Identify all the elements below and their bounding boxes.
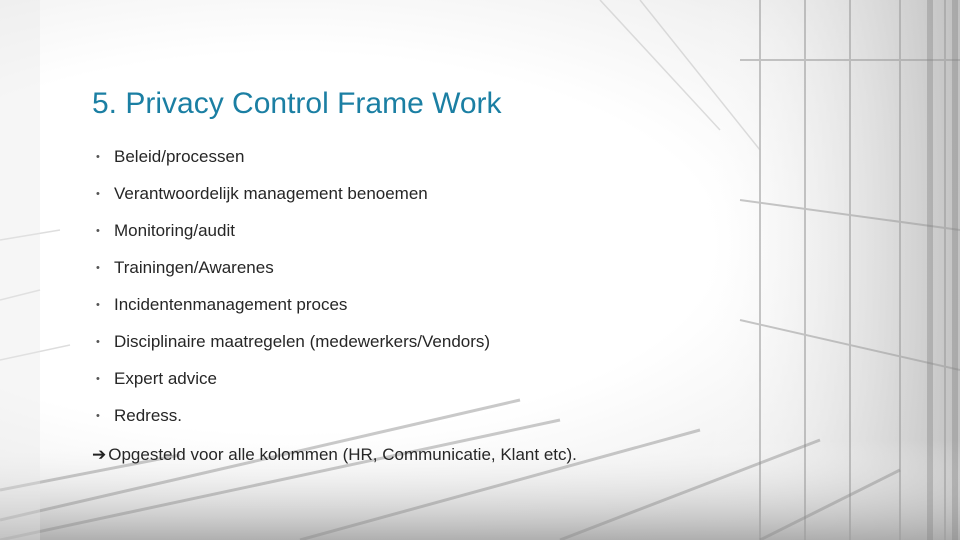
bullet-item (96, 255, 490, 292)
bullet-text: Incidentenmanagement proces (114, 295, 348, 314)
conclusion-text: Opgesteld voor alle kolommen (HR, Communicatie, Klant etc). (108, 445, 577, 464)
bullet-text: Beleid/processen (114, 147, 245, 166)
bullet-item (96, 403, 490, 440)
bullet-item (96, 329, 490, 366)
bullet-text: Redress. (114, 406, 183, 425)
bullet-text: Expert advice (114, 369, 217, 388)
bullet-item (96, 292, 490, 329)
bullet-text: Disciplinaire maatregelen (medewerkers/Vendors) (114, 332, 491, 351)
bullet-item (96, 144, 490, 181)
bullet-item (96, 181, 490, 218)
slide-title: 5. Privacy Control Frame Work (92, 87, 502, 120)
conclusion-line (92, 442, 577, 468)
bullet-icon: • (96, 188, 100, 200)
bullet-item (96, 366, 490, 403)
bullet-icon: • (96, 336, 100, 348)
bullet-icon: • (96, 410, 100, 422)
bullet-icon: • (96, 151, 100, 163)
bullet-text: Verantwoordelijk management benoemen (114, 184, 428, 203)
bullet-icon: • (96, 225, 100, 237)
bullet-text: Trainingen/Awarenes (114, 258, 274, 277)
bullet-icon: • (96, 373, 100, 385)
bullet-list (96, 144, 490, 440)
arrow-right-icon: ➔ (92, 445, 107, 464)
bullet-text: Monitoring/audit (114, 221, 235, 240)
bullet-icon: • (96, 299, 100, 311)
bullet-item (96, 218, 490, 255)
bullet-icon: • (96, 262, 100, 274)
